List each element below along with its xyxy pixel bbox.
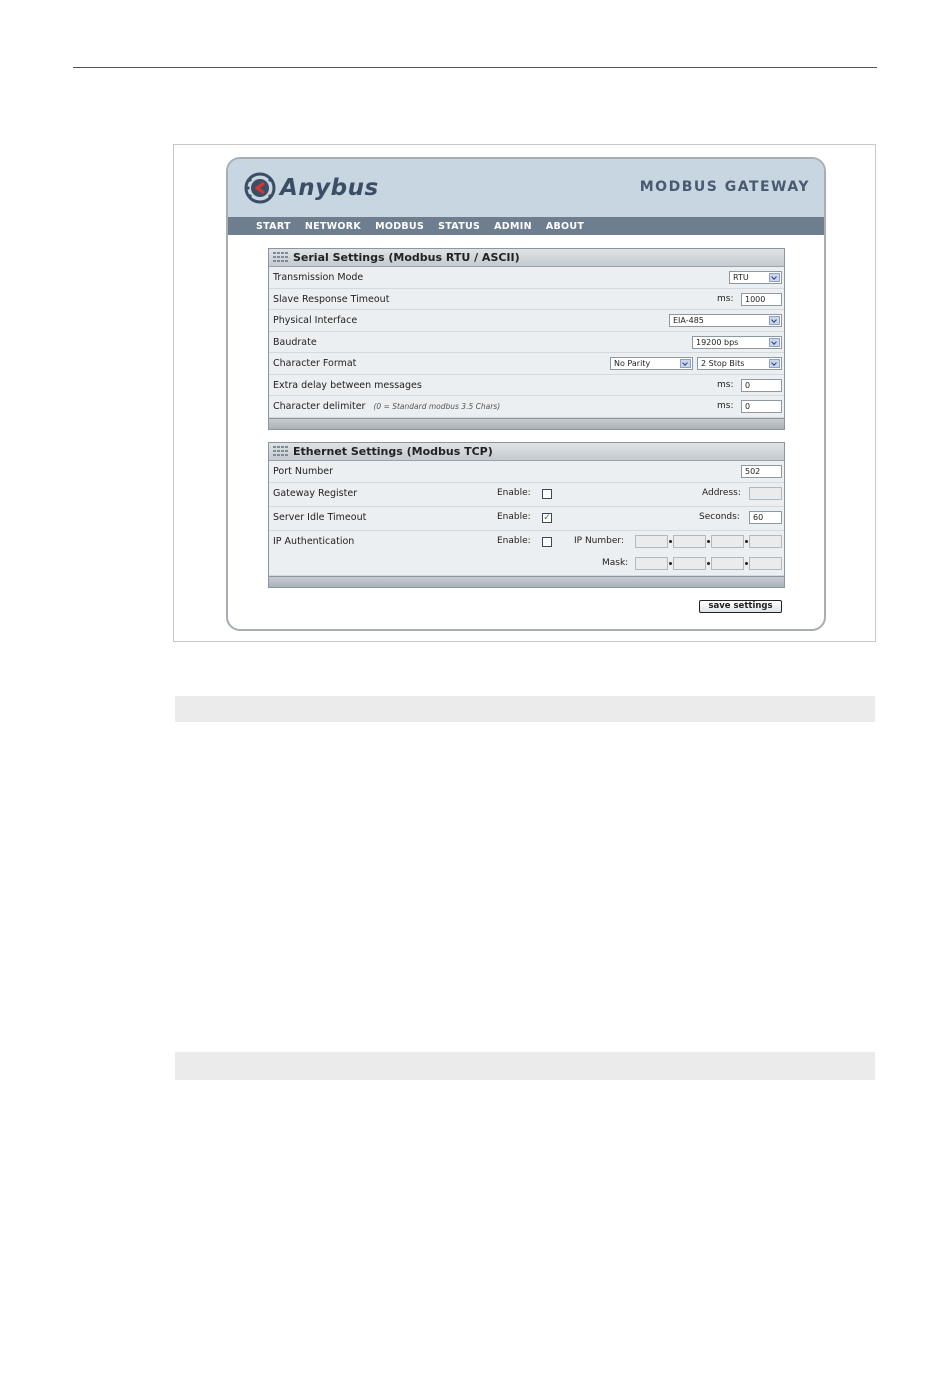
row-slave-timeout: [269, 289, 784, 311]
parity-select[interactable]: [610, 357, 693, 370]
mask-dot: [669, 562, 672, 565]
baudrate-label: Baudrate: [273, 336, 317, 348]
save-settings-button[interactable]: save settings: [699, 600, 782, 613]
extra-delay-label: Extra delay between messages: [273, 379, 422, 391]
serial-panel-header: [269, 249, 784, 267]
ip-number-label: IP Number:: [574, 536, 624, 546]
server-idle-label: Server Idle Timeout: [273, 512, 367, 523]
character-delimiter-unit: ms:: [717, 401, 734, 411]
mask-octet-2-input[interactable]: [673, 557, 706, 570]
row-character-format: [269, 353, 784, 375]
port-number-label: Port Number: [273, 466, 334, 477]
anybus-logo-icon: [244, 172, 276, 204]
gateway-register-label: Gateway Register: [273, 488, 358, 499]
grid-icon: [273, 252, 288, 263]
ip-octet-3-input[interactable]: [711, 535, 744, 548]
gateway-title: MODBUS GATEWAY: [639, 179, 810, 195]
character-delimiter-input[interactable]: 0: [741, 400, 782, 413]
mask-label: Mask:: [602, 558, 629, 568]
ip-auth-label: IP Authentication: [273, 536, 355, 547]
ethernet-panel-footer: [269, 576, 784, 587]
nav-admin[interactable]: ADMIN: [494, 220, 532, 232]
slave-timeout-unit: ms:: [717, 293, 734, 304]
ip-octet-4-input[interactable]: [749, 535, 782, 548]
ethernet-settings-panel: [268, 442, 785, 588]
row-transmission-mode: [269, 267, 784, 289]
mask-octet-3-input[interactable]: [711, 557, 744, 570]
gateway-address-label: Address:: [702, 488, 741, 498]
mask-octet-4-input[interactable]: [749, 557, 782, 570]
row-server-idle-timeout: [269, 507, 784, 531]
nav-start[interactable]: START: [256, 220, 291, 232]
nav-status[interactable]: STATUS: [438, 220, 481, 232]
main-nav: [228, 217, 824, 235]
stop-bits-select[interactable]: [697, 357, 782, 370]
transmission-mode-select[interactable]: [729, 271, 782, 284]
gateway-address-input[interactable]: [749, 487, 782, 500]
ip-dot: [745, 540, 748, 543]
row-ip-authentication: [269, 531, 784, 576]
mask-dot: [745, 562, 748, 565]
ip-octet-1-input[interactable]: [635, 535, 668, 548]
chevron-down-icon: [680, 359, 691, 368]
extra-delay-unit: ms:: [717, 379, 734, 390]
chevron-down-icon: [769, 273, 780, 282]
stop-bits-value: 2 Stop Bits: [701, 359, 745, 368]
page-top-rule: [73, 67, 877, 68]
serial-panel-title: Serial Settings (Modbus RTU / ASCII): [293, 251, 520, 264]
chevron-down-icon: [769, 359, 780, 368]
row-gateway-register: [269, 483, 784, 507]
slave-timeout-input[interactable]: 1000: [741, 293, 782, 306]
baudrate-select[interactable]: [692, 336, 782, 349]
serial-panel-footer: [269, 418, 784, 429]
character-delimiter-text: Character delimiter: [273, 401, 366, 412]
baudrate-value: 19200 bps: [696, 337, 739, 347]
nav-about[interactable]: ABOUT: [545, 220, 585, 232]
nav-network[interactable]: NETWORK: [304, 220, 362, 232]
window-header: [228, 159, 824, 217]
row-physical-interface: [269, 310, 784, 332]
parity-value: No Parity: [614, 359, 651, 368]
ip-auth-checkbox[interactable]: [542, 537, 552, 547]
physical-interface-value: EIA-485: [673, 316, 704, 325]
extra-delay-input[interactable]: 0: [741, 379, 782, 392]
row-baudrate: [269, 332, 784, 354]
ip-auth-enable-label: Enable:: [497, 536, 531, 546]
serial-settings-panel: [268, 248, 785, 430]
ip-dot: [707, 540, 710, 543]
gateway-window: [226, 157, 826, 631]
row-port-number: [269, 461, 784, 483]
logo-text: Anybus: [280, 175, 379, 201]
row-character-delimiter: [269, 396, 784, 418]
ip-dot: [669, 540, 672, 543]
mask-dot: [707, 562, 710, 565]
gray-band-2: [175, 1052, 875, 1080]
character-format-label: Character Format: [273, 358, 357, 369]
gray-band-1: [175, 696, 875, 722]
slave-timeout-label: Slave Response Timeout: [273, 293, 390, 305]
character-delimiter-label: [273, 401, 500, 412]
mask-octet-1-input[interactable]: [635, 557, 668, 570]
transmission-mode-value: RTU: [733, 273, 749, 282]
gateway-register-enable-label: Enable:: [497, 488, 531, 498]
chevron-down-icon: [769, 316, 780, 325]
physical-interface-label: Physical Interface: [273, 315, 358, 326]
server-idle-seconds-input[interactable]: 60: [749, 511, 782, 524]
chevron-down-icon: [769, 338, 780, 347]
server-idle-seconds-label: Seconds:: [699, 512, 740, 522]
physical-interface-select[interactable]: [669, 314, 782, 327]
grid-icon: [273, 446, 288, 457]
server-idle-checkbox[interactable]: ✓: [543, 513, 551, 523]
row-extra-delay: [269, 375, 784, 397]
character-delimiter-note: (0 = Standard modbus 3.5 Chars): [373, 402, 501, 411]
server-idle-enable-label: Enable:: [497, 512, 531, 522]
transmission-mode-label: Transmission Mode: [273, 272, 364, 283]
port-number-input[interactable]: 502: [741, 465, 782, 478]
gateway-register-checkbox[interactable]: [542, 489, 552, 499]
ethernet-panel-header: [269, 443, 784, 461]
nav-modbus[interactable]: MODBUS: [375, 220, 425, 232]
anybus-logo: [244, 171, 379, 205]
ethernet-panel-title: Ethernet Settings (Modbus TCP): [293, 445, 493, 458]
ip-octet-2-input[interactable]: [673, 535, 706, 548]
